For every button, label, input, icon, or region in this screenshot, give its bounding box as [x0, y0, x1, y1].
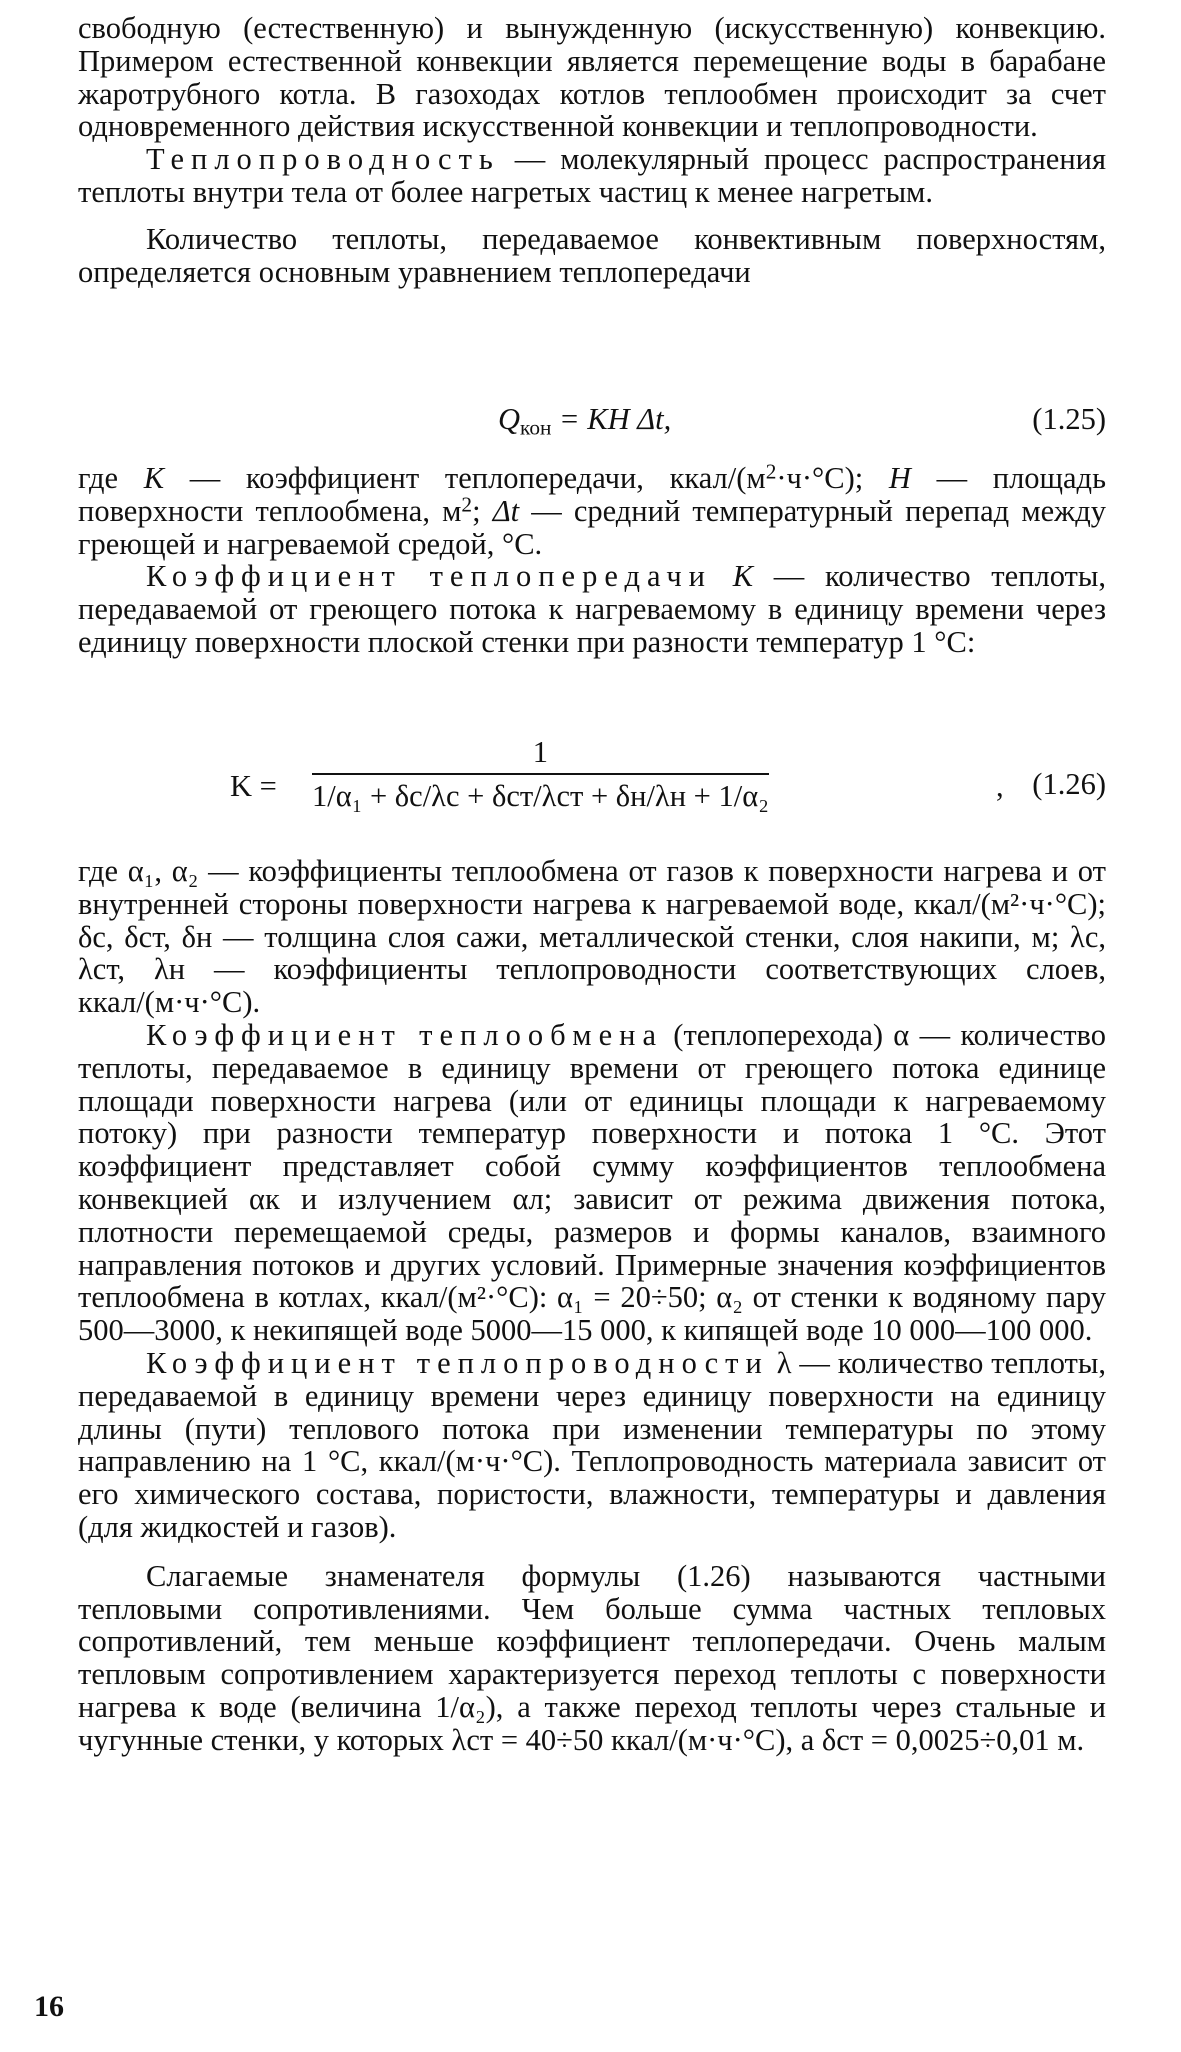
page-number: 16 [34, 1990, 64, 2023]
paragraph-heat-transfer-equation-intro: Количество теплоты, передаваемое конвективным поверхностям, определяется основным уравнением теплопередачи [78, 221, 1106, 289]
eq-q-symbol: Q [498, 402, 521, 436]
paragraph-heat-exchange-coefficient: Коэффициент теплообмена (теплоперехода) α — количество теплоты, передаваемое в единицу времени от греющего потока единице площади поверхности нагрева (или от единицы площади к нагреваемому потоку) при разности температур поверхности и потока 1 °С. Этот коэффициент представляет собой сумму коэффициентов теплообмена конвекцией αк и излучением αл; зависит от режима движения потока, плотности перемещаемой среды, размеров и формы каналов, взаимного направления потоков и других условий. Примерные значения коэффициентов теплообмена в котлах, ккал/(м²·°С): α₁ = 20÷50; α₂ от стенки к водяному пару 500—3000, к некипящей воде 5000—15 000, к кипящей воде 10 000—100 000. [78, 1017, 1106, 1348]
definition-text: — молекулярный процесс распространения теплоты внутри тела от более нагретых частиц к менее нагретым. [78, 142, 1106, 209]
eq-rhs: = KH Δt, [551, 402, 672, 436]
text-block-top [78, 12, 1106, 288]
equation-1-26-comma: , [996, 769, 1004, 803]
paragraph-legend-1-26: где α₁, α₂ — коэффициенты теплообмена от газов к поверхности нагрева и от внутренней стороны поверхности нагрева к нагреваемой воде, ккал/(м²·ч·°С); δс, δст, δн — толщина слоя сажи, металлической стенки, слоя накипи, м; λс, λст, λн — коэффициенты теплопроводности соответствующих слоев, ккал/(м·ч·°С). [78, 854, 1106, 1020]
text-block-bottom [78, 855, 1106, 1757]
equation-1-26 [78, 735, 1106, 845]
equation-number-1-26: (1.26) [1032, 767, 1106, 801]
term-thermal-conductivity: Теплопроводность [146, 142, 500, 177]
fraction-numerator: 1 [532, 735, 549, 769]
symbol-delta-t: Δt [492, 493, 520, 528]
eq-q-subscript: кон [520, 415, 552, 440]
term-thermal-conductivity-coefficient: Коэффициент теплопроводности [146, 1345, 769, 1380]
fraction-denominator: 1/α₁ + δс/λс + δст/λст + δн/λн + 1/α₂ [312, 779, 769, 813]
paragraph-thermal-conductivity-coefficient: Коэффициент теплопроводности λ — количество теплоты, передаваемой в единицу времени через единицу поверхности на единицу длины (пути) теплового потока при изменении температуры по этому направлению на 1 °С, ккал/(м·ч·°С). Теплопроводность материала зависит от его химического состава, пористости, влажности, температуры и давления (для жидкостей и газов). [78, 1345, 1106, 1544]
term-heat-exchange-coefficient: Коэффициент теплообмена [146, 1017, 663, 1052]
paragraph-thermal-conductivity-definition [78, 143, 1106, 209]
term-heat-transfer-coefficient: Коэффициент теплопередачи [146, 559, 712, 594]
equation-1-26-lhs: K = [230, 769, 277, 803]
symbol-H: H [888, 461, 911, 495]
text-block-middle [78, 459, 1107, 659]
paragraph-legend-1-25: где K — коэффициент теплопередачи, ккал/$(м^2\cdot ч\cdot^\circ С)$; H — площадь поверхности теплообмена, $м^2$; Δt — средний температурный перепад между греющей и нагреваемой средой, °С. [78, 459, 1107, 561]
paragraph-heat-transfer-coefficient: Коэффициент теплопередачи K — количество теплоты, передаваемой от греющего потока к нагреваемому в единицу времени через единицу поверхности плоской стенки при разности температур 1 °С: [78, 559, 1107, 659]
equation-1-25 [78, 402, 1106, 438]
equation-number-1-25: (1.25) [1032, 402, 1106, 436]
symbol-K: K [143, 461, 165, 495]
symbol-K: K [711, 559, 754, 594]
equation-1-25-body [498, 402, 672, 440]
paragraph-thermal-resistances: Слагаемые знаменателя формулы (1.26) называются частными тепловыми сопротивлениями. Чем больше сумма частных тепловых сопротивлений, тем меньше коэффициент теплопередачи. Очень малым тепловым сопротивлением характеризуется переход теплоты с поверхности нагрева к воде (величина 1/α₂), а также переход теплоты через стальные и чугунные стенки, у которых λст = 40÷50 ккал/(м·ч·°С), а δст = 0,0025÷0,01 м. [78, 1558, 1106, 1757]
paragraph-convection: свободную (естественную) и вынужденную (искусственную) конвекцию. Примером естественной конвекции является перемещение воды в барабане жаротрубного котла. В газоходах котлов теплообмен происходит за счет одновременного действия искусственной конвекции и теплопроводности. [78, 11, 1106, 144]
equation-1-26-fraction [312, 735, 769, 813]
